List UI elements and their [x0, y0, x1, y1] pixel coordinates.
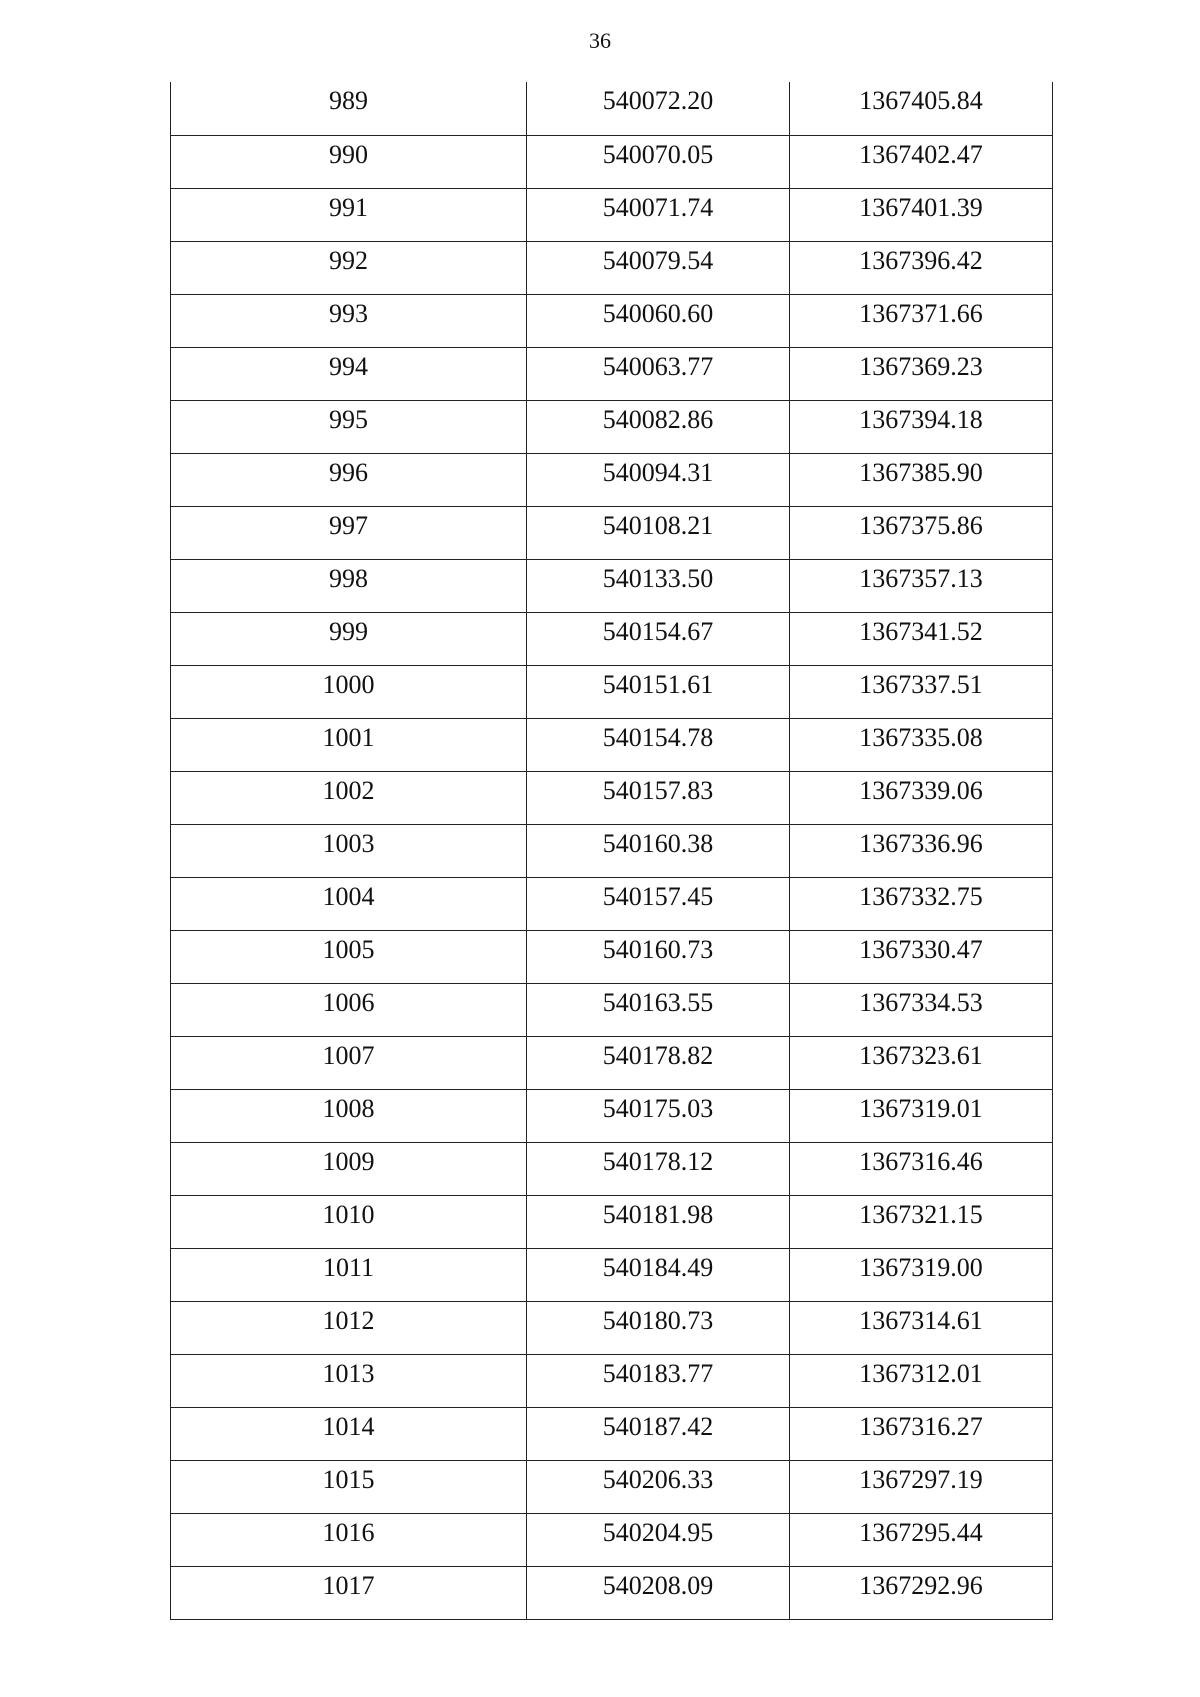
- x-coordinate-cell: 540206.33: [527, 1460, 790, 1513]
- x-coordinate-cell: 540204.95: [527, 1513, 790, 1566]
- point-number-cell: 1016: [171, 1513, 527, 1566]
- y-coordinate-cell: 1367335.08: [790, 718, 1053, 771]
- point-number-cell: 1014: [171, 1407, 527, 1460]
- x-coordinate-cell: 540178.12: [527, 1142, 790, 1195]
- x-coordinate-cell: 540178.82: [527, 1036, 790, 1089]
- table-row: [171, 1089, 1053, 1142]
- point-number-cell: 1002: [171, 771, 527, 824]
- y-coordinate-cell: 1367394.18: [790, 400, 1053, 453]
- point-number-cell: 997: [171, 506, 527, 559]
- table-body: [171, 82, 1053, 1619]
- x-coordinate-cell: 540071.74: [527, 188, 790, 241]
- table-row: [171, 1036, 1053, 1089]
- x-coordinate-cell: 540082.86: [527, 400, 790, 453]
- table-row: [171, 1354, 1053, 1407]
- point-number-cell: 994: [171, 347, 527, 400]
- point-number-cell: 995: [171, 400, 527, 453]
- x-coordinate-cell: 540070.05: [527, 135, 790, 188]
- table-row: [171, 82, 1053, 135]
- point-number-cell: 1010: [171, 1195, 527, 1248]
- y-coordinate-cell: 1367337.51: [790, 665, 1053, 718]
- point-number-cell: 1013: [171, 1354, 527, 1407]
- point-number-cell: 1005: [171, 930, 527, 983]
- table-row: [171, 1142, 1053, 1195]
- y-coordinate-cell: 1367319.00: [790, 1248, 1053, 1301]
- y-coordinate-cell: 1367334.53: [790, 983, 1053, 1036]
- x-coordinate-cell: 540108.21: [527, 506, 790, 559]
- x-coordinate-cell: 540160.38: [527, 824, 790, 877]
- table-row: [171, 1407, 1053, 1460]
- point-number-cell: 1012: [171, 1301, 527, 1354]
- table-row: [171, 665, 1053, 718]
- x-coordinate-cell: 540072.20: [527, 82, 790, 135]
- y-coordinate-cell: 1367402.47: [790, 135, 1053, 188]
- table-row: [171, 877, 1053, 930]
- x-coordinate-cell: 540151.61: [527, 665, 790, 718]
- table-row: [171, 1301, 1053, 1354]
- point-number-cell: 990: [171, 135, 527, 188]
- x-coordinate-cell: 540163.55: [527, 983, 790, 1036]
- table-row: [171, 294, 1053, 347]
- point-number-cell: 989: [171, 82, 527, 135]
- table-row: [171, 1195, 1053, 1248]
- x-coordinate-cell: 540063.77: [527, 347, 790, 400]
- y-coordinate-cell: 1367341.52: [790, 612, 1053, 665]
- x-coordinate-cell: 540154.67: [527, 612, 790, 665]
- y-coordinate-cell: 1367319.01: [790, 1089, 1053, 1142]
- coordinates-table-container: [170, 82, 1052, 1620]
- table-row: [171, 135, 1053, 188]
- point-number-cell: 1009: [171, 1142, 527, 1195]
- x-coordinate-cell: 540187.42: [527, 1407, 790, 1460]
- x-coordinate-cell: 540079.54: [527, 241, 790, 294]
- y-coordinate-cell: 1367375.86: [790, 506, 1053, 559]
- y-coordinate-cell: 1367405.84: [790, 82, 1053, 135]
- y-coordinate-cell: 1367336.96: [790, 824, 1053, 877]
- y-coordinate-cell: 1367297.19: [790, 1460, 1053, 1513]
- y-coordinate-cell: 1367292.96: [790, 1566, 1053, 1619]
- y-coordinate-cell: 1367385.90: [790, 453, 1053, 506]
- x-coordinate-cell: 540180.73: [527, 1301, 790, 1354]
- y-coordinate-cell: 1367314.61: [790, 1301, 1053, 1354]
- table-row: [171, 1460, 1053, 1513]
- point-number-cell: 999: [171, 612, 527, 665]
- point-number-cell: 1017: [171, 1566, 527, 1619]
- y-coordinate-cell: 1367316.46: [790, 1142, 1053, 1195]
- y-coordinate-cell: 1367316.27: [790, 1407, 1053, 1460]
- x-coordinate-cell: 540175.03: [527, 1089, 790, 1142]
- y-coordinate-cell: 1367396.42: [790, 241, 1053, 294]
- point-number-cell: 1000: [171, 665, 527, 718]
- table-row: [171, 824, 1053, 877]
- table-row: [171, 241, 1053, 294]
- y-coordinate-cell: 1367312.01: [790, 1354, 1053, 1407]
- x-coordinate-cell: 540208.09: [527, 1566, 790, 1619]
- y-coordinate-cell: 1367321.15: [790, 1195, 1053, 1248]
- table-row: [171, 930, 1053, 983]
- table-row: [171, 1513, 1053, 1566]
- x-coordinate-cell: 540157.83: [527, 771, 790, 824]
- y-coordinate-cell: 1367330.47: [790, 930, 1053, 983]
- x-coordinate-cell: 540060.60: [527, 294, 790, 347]
- table-row: [171, 347, 1053, 400]
- table-row: [171, 559, 1053, 612]
- point-number-cell: 1015: [171, 1460, 527, 1513]
- table-row: [171, 1248, 1053, 1301]
- coordinates-table: [170, 82, 1053, 1620]
- point-number-cell: 1003: [171, 824, 527, 877]
- y-coordinate-cell: 1367323.61: [790, 1036, 1053, 1089]
- y-coordinate-cell: 1367369.23: [790, 347, 1053, 400]
- x-coordinate-cell: 540094.31: [527, 453, 790, 506]
- point-number-cell: 1006: [171, 983, 527, 1036]
- point-number-cell: 1001: [171, 718, 527, 771]
- point-number-cell: 1008: [171, 1089, 527, 1142]
- table-row: [171, 188, 1053, 241]
- table-row: [171, 718, 1053, 771]
- x-coordinate-cell: 540154.78: [527, 718, 790, 771]
- point-number-cell: 1004: [171, 877, 527, 930]
- table-row: [171, 506, 1053, 559]
- x-coordinate-cell: 540181.98: [527, 1195, 790, 1248]
- x-coordinate-cell: 540133.50: [527, 559, 790, 612]
- table-row: [171, 453, 1053, 506]
- point-number-cell: 1011: [171, 1248, 527, 1301]
- table-row: [171, 612, 1053, 665]
- y-coordinate-cell: 1367339.06: [790, 771, 1053, 824]
- y-coordinate-cell: 1367371.66: [790, 294, 1053, 347]
- x-coordinate-cell: 540160.73: [527, 930, 790, 983]
- x-coordinate-cell: 540184.49: [527, 1248, 790, 1301]
- point-number-cell: 992: [171, 241, 527, 294]
- y-coordinate-cell: 1367357.13: [790, 559, 1053, 612]
- point-number-cell: 996: [171, 453, 527, 506]
- x-coordinate-cell: 540157.45: [527, 877, 790, 930]
- page-number: 36: [589, 28, 611, 53]
- table-row: [171, 400, 1053, 453]
- point-number-cell: 998: [171, 559, 527, 612]
- x-coordinate-cell: 540183.77: [527, 1354, 790, 1407]
- point-number-cell: 991: [171, 188, 527, 241]
- y-coordinate-cell: 1367295.44: [790, 1513, 1053, 1566]
- point-number-cell: 993: [171, 294, 527, 347]
- point-number-cell: 1007: [171, 1036, 527, 1089]
- y-coordinate-cell: 1367332.75: [790, 877, 1053, 930]
- table-row: [171, 983, 1053, 1036]
- table-row: [171, 771, 1053, 824]
- table-row: [171, 1566, 1053, 1619]
- y-coordinate-cell: 1367401.39: [790, 188, 1053, 241]
